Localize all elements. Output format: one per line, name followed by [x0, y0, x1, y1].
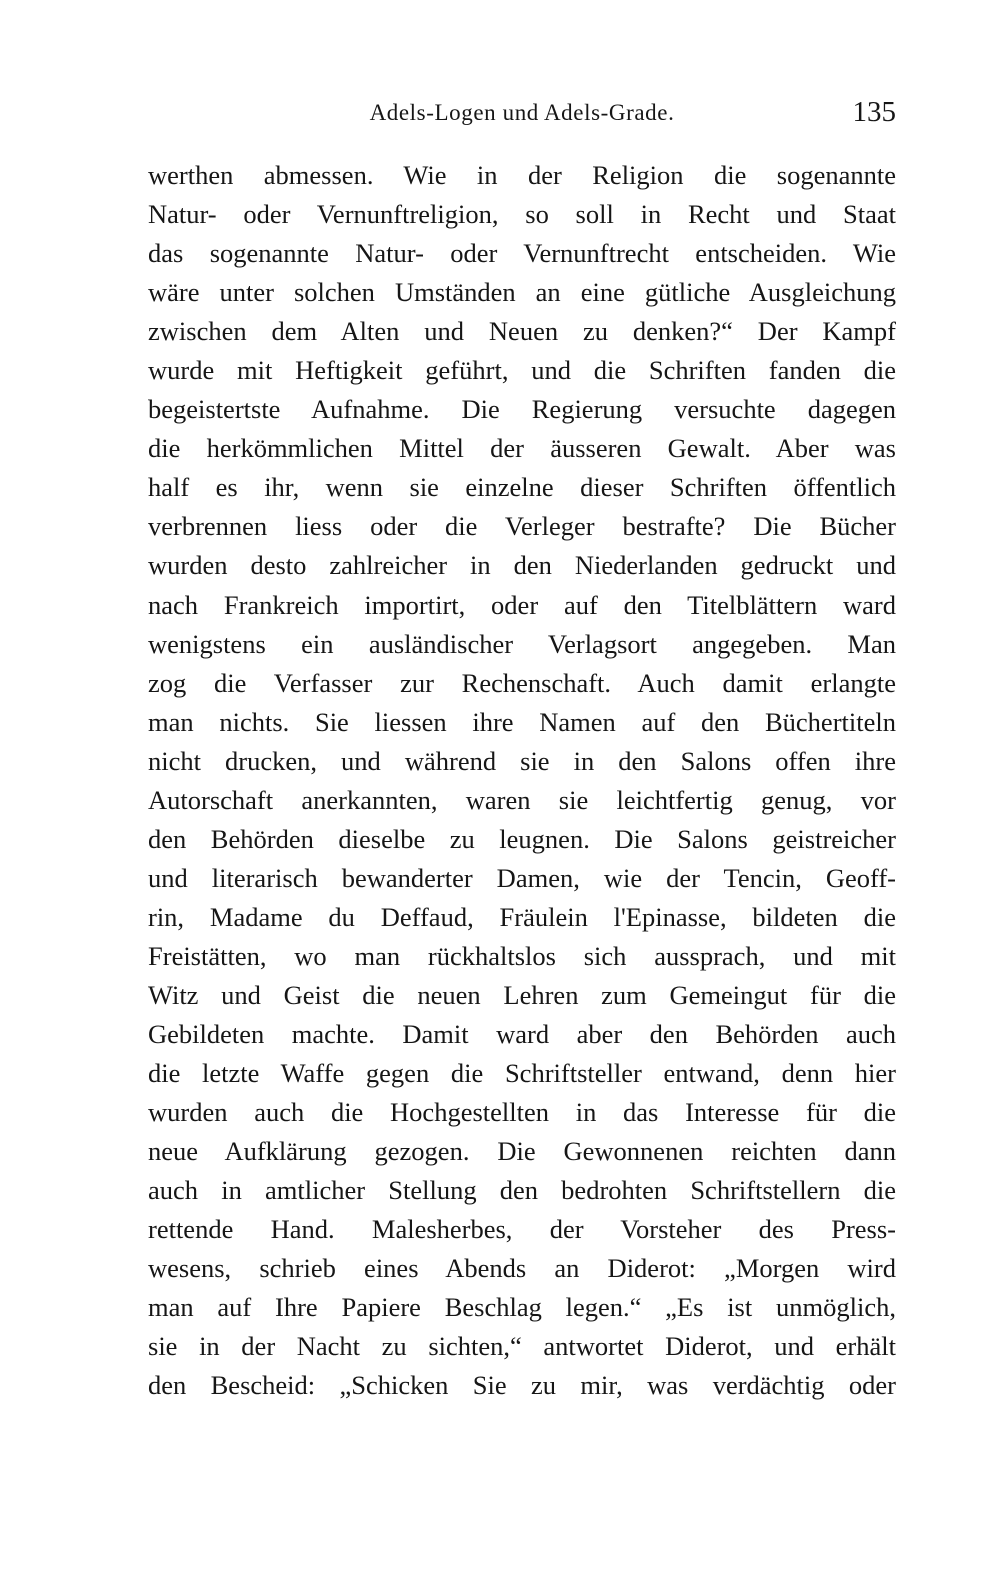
- text-line: die letzte Waffe gegen die Schriftsteller entwand, denn hier: [148, 1058, 896, 1089]
- text-line: man nichts. Sie liessen ihre Namen auf den Büchertiteln: [148, 706, 896, 737]
- text-line: wurden auch die Hochgestellten in das Interesse für die: [148, 1097, 896, 1128]
- text-line: rin, Madame du Deffaud, Fräulein l'Epinasse, bildeten die: [148, 901, 896, 932]
- text-line: zwischen dem Alten und Neuen zu denken?“ Der Kampf: [148, 316, 896, 347]
- text-line: auch in amtlicher Stellung den bedrohten Schriftstellern die: [148, 1175, 896, 1206]
- text-line: Natur- oder Vernunftreligion, so soll in Recht und Staat: [148, 199, 896, 230]
- text-line: Witz und Geist die neuen Lehren zum Gemeingut für die: [148, 979, 896, 1010]
- text-line: Autorschaft anerkannten, waren sie leichtfertig genug, vor: [148, 784, 896, 815]
- text-line: werthen abmessen. Wie in der Religion die sogenannte: [148, 160, 896, 190]
- text-line: wurden desto zahlreicher in den Niederlanden gedruckt und: [148, 550, 896, 581]
- text-line: Freistätten, wo man rückhaltslos sich aussprach, und mit: [148, 940, 896, 971]
- text-line: sie in der Nacht zu sichten,“ antwortet Diderot, und erhält: [148, 1331, 896, 1362]
- running-title: Adels-Logen und Adels-Grade.: [369, 100, 675, 125]
- text-line: nicht drucken, und während sie in den Salons offen ihre: [148, 745, 896, 776]
- text-line: man auf Ihre Papiere Beschlag legen.“ „Es ist unmöglich,: [148, 1292, 896, 1323]
- text-line: verbrennen liess oder die Verleger bestrafte? Die Bücher: [148, 511, 896, 542]
- text-line: wenigstens ein ausländischer Verlagsort angegeben. Man: [148, 628, 896, 659]
- text-line: den Bescheid: „Schicken Sie zu mir, was verdächtig oder: [148, 1370, 896, 1401]
- text-line: und literarisch bewanderter Damen, wie der Tencin, Geoff-: [148, 862, 896, 893]
- text-line: wurde mit Heftigkeit geführt, und die Schriften fanden die: [148, 355, 896, 386]
- text-line: wäre unter solchen Umständen an eine gütliche Ausgleichung: [148, 277, 896, 308]
- body-text: [148, 156, 896, 1406]
- text-line: wesens, schrieb eines Abends an Diderot: „Morgen wird: [148, 1253, 896, 1284]
- text-line: rettende Hand. Malesherbes, der Vorsteher des Press-: [148, 1214, 896, 1245]
- text-line: den Behörden dieselbe zu leugnen. Die Salons geistreicher: [148, 823, 896, 854]
- text-line: das sogenannte Natur- oder Vernunftrecht entscheiden. Wie: [148, 238, 896, 269]
- text-line: neue Aufklärung gezogen. Die Gewonnenen reichten dann: [148, 1136, 896, 1167]
- running-head: [148, 96, 896, 136]
- text-line: die herkömmlichen Mittel der äusseren Gewalt. Aber was: [148, 433, 896, 464]
- text-line: Gebildeten machte. Damit ward aber den Behörden auch: [148, 1019, 896, 1050]
- text-line: zog die Verfasser zur Rechenschaft. Auch damit erlangte: [148, 667, 896, 698]
- text-line: begeistertste Aufnahme. Die Regierung versuchte dagegen: [148, 394, 896, 425]
- text-line: nach Frankreich importirt, oder auf den Titelblättern ward: [148, 589, 896, 620]
- page-number: 135: [852, 96, 896, 128]
- text-line: half es ihr, wenn sie einzelne dieser Schriften öffentlich: [148, 472, 896, 503]
